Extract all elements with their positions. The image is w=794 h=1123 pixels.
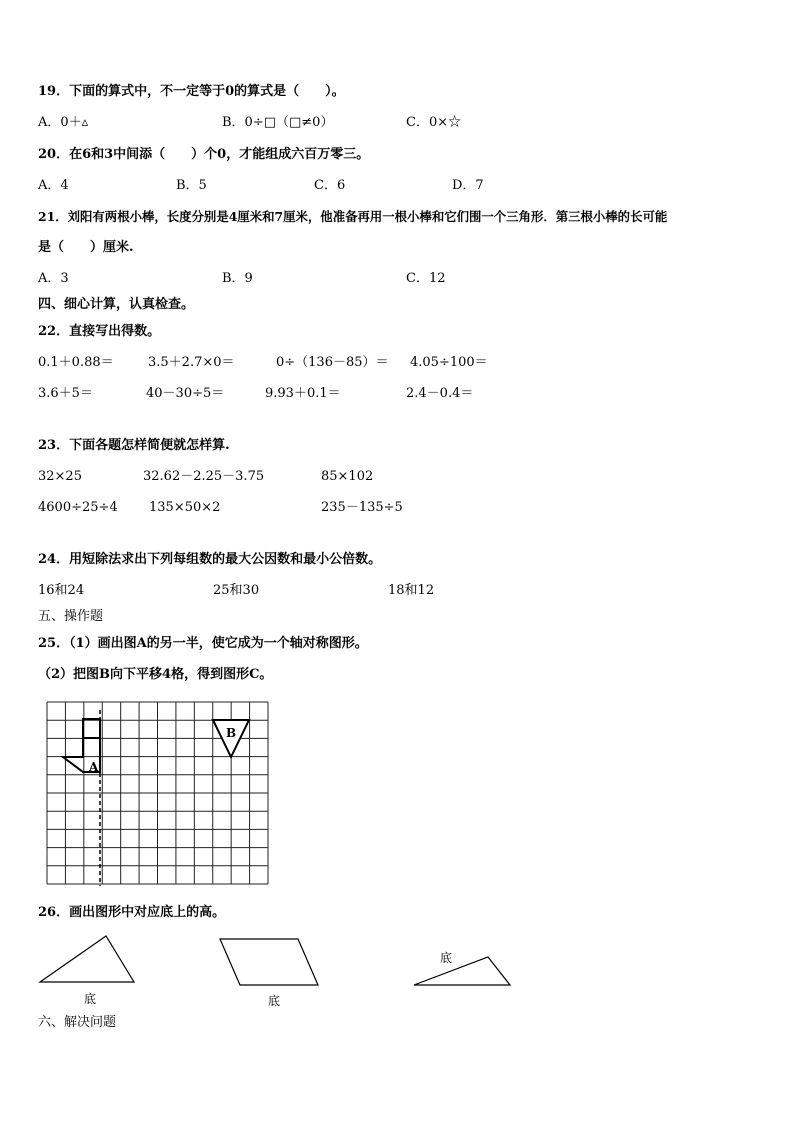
q26-parallelogram [218, 937, 320, 987]
q20-option-c: C．6 [314, 178, 346, 193]
section-4-heading: 四、细心计算，认真检查。 [38, 297, 195, 312]
section-6-heading: 六、解决问题 [38, 1015, 117, 1030]
q22-item: 9.93＋0.1＝ [265, 386, 341, 401]
q23-item: 32.62－2.25－3.75 [143, 469, 265, 484]
q22-item: 40－30÷5＝ [146, 386, 225, 401]
q25-grid-figure [45, 700, 270, 886]
q22-item: 3.6＋5＝ [38, 386, 93, 401]
q24-item: 16和24 [38, 583, 85, 598]
q20-stem: 20．在6和3中间添（ ）个0，才能组成六百万零三。 [38, 147, 370, 162]
q22-title: 22．直接写出得数。 [38, 324, 161, 339]
q20-option-b: B．5 [176, 178, 207, 193]
q24-item: 18和12 [388, 583, 435, 598]
q22-item: 0.1＋0.88＝ [38, 355, 114, 370]
section-5-heading: 五、操作题 [38, 609, 104, 624]
q19-stem: 19．下面的算式中，不一定等于0的算式是（ ）。 [38, 84, 345, 99]
q26-title: 26．画出图形中对应底上的高。 [38, 905, 226, 920]
q21-option-b: B．9 [222, 271, 253, 286]
q21-stem-line1: 21．刘阳有两根小棒，长度分别是4厘米和7厘米，他准备再用一根小棒和它们围一个三角形．第三根小棒的长可能 [38, 209, 668, 224]
q26-triangle-3 [412, 955, 512, 987]
q26-triangle-1 [38, 934, 138, 984]
q19-option-a: A．0＋▵ [38, 115, 89, 130]
q22-item: 0÷（136－85）＝ [276, 355, 389, 370]
q24-item: 25和30 [213, 583, 260, 598]
q24-title: 24．用短除法求出下列每组数的最大公因数和最小公倍数。 [38, 552, 382, 567]
q20-option-a: A．4 [38, 178, 69, 193]
q23-item: 235－135÷5 [321, 500, 403, 515]
figure-b-label: B [226, 726, 237, 740]
q22-item: 4.05÷100＝ [410, 355, 488, 370]
q26-base-label-2: 底 [268, 994, 281, 1008]
figure-a-label: A [89, 760, 99, 774]
q23-item: 4600÷25÷4 [38, 500, 118, 515]
q20-option-d: D．7 [452, 178, 484, 193]
q23-item: 32×25 [38, 469, 82, 484]
q21-stem-line2: 是（ ）厘米. [38, 240, 134, 255]
q25-line2: （2）把图B向下平移4格，得到图形C。 [38, 667, 273, 682]
q23-item: 85×102 [321, 469, 374, 484]
q21-option-c: C．12 [406, 271, 446, 286]
q26-base-label-1: 底 [84, 992, 97, 1006]
q22-item: 2.4－0.4＝ [406, 386, 474, 401]
q23-title: 23．下面各题怎样简便就怎样算. [38, 438, 230, 453]
q19-option-c: C．0×☆ [406, 115, 462, 130]
q22-item: 3.5＋2.7×0＝ [148, 355, 235, 370]
q19-option-b: B．0÷□（□≠0） [222, 115, 334, 130]
q26-base-label-3: 底 [440, 951, 453, 965]
q25-line1: 25．（1）画出图A的另一半，使它成为一个轴对称图形。 [38, 636, 368, 651]
q21-option-a: A．3 [38, 271, 69, 286]
q23-item: 135×50×2 [149, 500, 221, 515]
